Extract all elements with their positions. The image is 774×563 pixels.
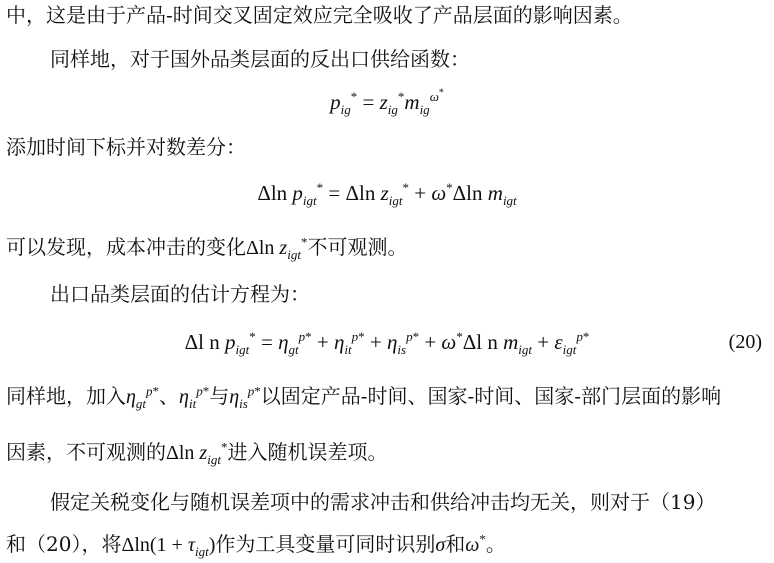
paragraph-4-text-end: 不可观测。 [307,235,408,259]
paragraph-6-and: 与 [209,384,230,408]
paragraph-9-text: 和（20），将 [6,532,122,556]
paragraph-5: 出口品类层面的估计方程为： [50,282,310,306]
paragraph-6: 同样地，加入$\eta_{gt}^{p*}$、$\eta_{it}^{p*}$与$\eta_{is}^{p*}$以固定产品-时间、国家-时间、国家-部门层面的影响 [6,383,722,411]
equation-20-number: (20) [728,331,762,353]
paragraph-4: 可以发现，成本冲击的变化Δln $z_{igt}^*$不可观测。 [6,234,408,262]
paragraph-6-sep: 、 [159,384,180,408]
equation-log-difference: Δln $p_{igt}^* = \Delta\ln$ $z_{igt}^* + \omega^*\Delta\ln$ $m_{igt}$ [257,180,517,209]
paragraph-1: 中，这是由于产品-时间交叉固定效应完全吸收了产品层面的影响因素。 [6,3,633,27]
paragraph-7: 因素，不可观测的Δln $z_{igt}^*$进入随机误差项。 [6,439,388,467]
paragraph-2: 同样地，对于国外品类层面的反出口供给函数： [50,47,470,71]
paragraph-3: 添加时间下标并对数差分： [6,135,246,159]
paragraph-9-and: 和 [445,532,466,556]
paragraph-8: 假定关税变化与随机误差项中的需求冲击和供给冲击均无关，则对于（19） [50,490,716,514]
equation-20: Δl n $p_{igt}^* = \eta_{gt}^{p*} + \eta_{it}^{p*} + \eta_{is}^{p*} + \omega^*\Delta l$ n $m_{igt} + \varepsilon_{igt}^{p*}$ (20) [184,329,762,358]
paragraph-7-text-end: 进入随机误差项。 [227,440,388,464]
paragraph-9: 和（20），将$\Delta\ln(1 + \tau_{igt})$作为工具变量可同时识别σ和ω*。 [6,531,506,559]
paragraph-9-text-end: 。 [485,532,506,556]
paragraph-6-text: 同样地，加入 [6,384,126,408]
paragraph-9-text-mid: 作为工具变量可同时识别 [215,532,436,556]
paragraph-4-text: 可以发现，成本冲击的变化 [6,235,246,259]
paragraph-7-text: 因素，不可观测的 [6,440,166,464]
equation-inverse-supply: $p_{ig}^* = z_{ig}^*m_{ig}^{\omega^*}$ [330,87,444,118]
paragraph-6-text-end: 以固定产品-时间、国家-时间、国家-部门层面的影响 [260,384,722,408]
